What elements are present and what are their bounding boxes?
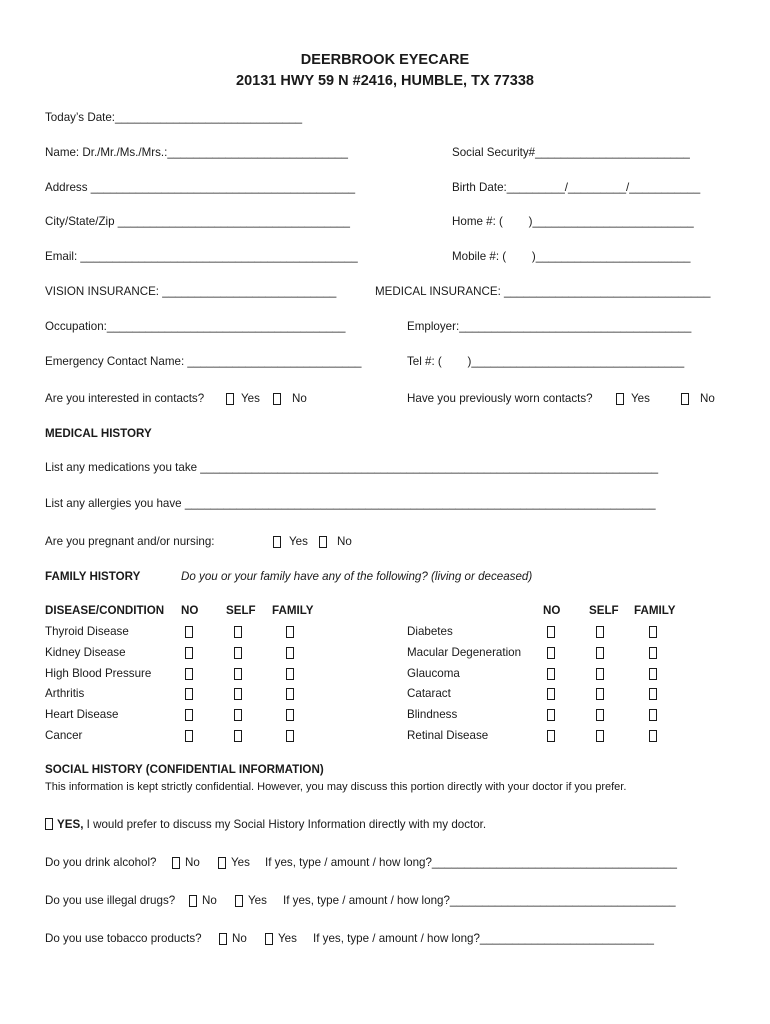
condition-label: Macular Degeneration (407, 646, 522, 659)
condition-family-checkbox[interactable] (649, 626, 657, 638)
condition-no-checkbox[interactable] (547, 730, 555, 742)
mobile-phone-field[interactable]: Mobile #: ( )________________________ (452, 250, 691, 263)
condition-self-checkbox[interactable] (596, 688, 604, 700)
condition-self-checkbox[interactable] (596, 626, 604, 638)
condition-no-checkbox[interactable] (185, 709, 193, 721)
drugs-no-label: No (202, 894, 217, 907)
contacts-interest-no-checkbox[interactable] (273, 393, 281, 405)
condition-self-checkbox[interactable] (596, 730, 604, 742)
condition-no-checkbox[interactable] (547, 668, 555, 680)
email-field[interactable]: Email: ___________________________________________ (45, 250, 358, 263)
family-history-prompt: Do you or your family have any of the following? (living or deceased) (181, 570, 533, 583)
allergies-field[interactable]: List any allergies you have _________________________________________________________________________ (45, 497, 656, 510)
tobacco-yes-label: Yes (278, 932, 297, 945)
alcohol-question: Do you drink alcohol? (45, 856, 157, 869)
discuss-with-doctor-option[interactable] (45, 818, 486, 832)
condition-label: Blindness (407, 708, 458, 721)
condition-family-checkbox[interactable] (286, 730, 294, 742)
alcohol-no-label: No (185, 856, 200, 869)
condition-no-checkbox[interactable] (547, 709, 555, 721)
practice-address: 20131 HWY 59 N #2416, HUMBLE, TX 77338 (236, 73, 534, 89)
birth-date-field[interactable]: Birth Date:_________/_________/___________ (452, 181, 701, 194)
condition-no-checkbox[interactable] (185, 668, 193, 680)
drugs-yes-label: Yes (248, 894, 267, 907)
tobacco-no-label: No (232, 932, 247, 945)
discuss-with-doctor-checkbox[interactable] (45, 818, 53, 830)
condition-self-checkbox[interactable] (596, 668, 604, 680)
tobacco-followup-field[interactable]: If yes, type / amount / how long?___________________________ (313, 932, 655, 945)
condition-self-checkbox[interactable] (234, 647, 242, 659)
condition-self-checkbox[interactable] (596, 709, 604, 721)
col-family-header-left: FAMILY (272, 604, 314, 617)
drugs-question: Do you use illegal drugs? (45, 894, 176, 907)
vision-insurance-field[interactable]: VISION INSURANCE: ___________________________ (45, 285, 337, 298)
tobacco-yes-checkbox[interactable] (265, 933, 273, 945)
contacts-previous-yes-label: Yes (631, 392, 650, 405)
family-history-heading: FAMILY HISTORY (45, 570, 141, 583)
alcohol-followup-field[interactable]: If yes, type / amount / how long?______________________________________ (265, 856, 677, 869)
tobacco-question: Do you use tobacco products? (45, 932, 202, 945)
contacts-interest-yes-label: Yes (241, 392, 260, 405)
drugs-yes-checkbox[interactable] (235, 895, 243, 907)
alcohol-yes-checkbox[interactable] (218, 857, 226, 869)
condition-family-checkbox[interactable] (286, 688, 294, 700)
todays-date-field[interactable]: Today’s Date:_____________________________ (45, 111, 303, 124)
alcohol-yes-label: Yes (231, 856, 250, 869)
condition-no-checkbox[interactable] (547, 626, 555, 638)
contacts-previous-no-label: No (700, 392, 715, 405)
tel-field[interactable]: Tel #: ( )_________________________________ (407, 355, 685, 368)
city-state-zip-field[interactable]: City/State/Zip ____________________________________ (45, 215, 350, 228)
address-field[interactable]: Address _________________________________________ (45, 181, 356, 194)
col-disease-header: DISEASE/CONDITION (45, 604, 165, 617)
condition-label: Kidney Disease (45, 646, 126, 659)
discuss-yes-label: YES, (57, 818, 84, 831)
condition-family-checkbox[interactable] (286, 668, 294, 680)
condition-self-checkbox[interactable] (234, 626, 242, 638)
condition-family-checkbox[interactable] (286, 647, 294, 659)
condition-self-checkbox[interactable] (596, 647, 604, 659)
condition-family-checkbox[interactable] (649, 668, 657, 680)
pregnant-yes-checkbox[interactable] (273, 536, 281, 548)
contacts-interest-question: Are you interested in contacts? (45, 392, 205, 405)
occupation-field[interactable]: Occupation:_____________________________________ (45, 320, 346, 333)
condition-family-checkbox[interactable] (649, 730, 657, 742)
drugs-followup-field[interactable]: If yes, type / amount / how long?___________________________________ (283, 894, 676, 907)
condition-label: Glaucoma (407, 667, 460, 680)
employer-field[interactable]: Employer:____________________________________ (407, 320, 692, 333)
condition-family-checkbox[interactable] (649, 688, 657, 700)
col-self-header-left: SELF (226, 604, 256, 617)
medical-history-heading: MEDICAL HISTORY (45, 427, 152, 440)
condition-label: Cataract (407, 687, 451, 700)
contacts-previous-yes-checkbox[interactable] (616, 393, 624, 405)
condition-self-checkbox[interactable] (234, 730, 242, 742)
condition-label: Heart Disease (45, 708, 119, 721)
contacts-previous-question: Have you previously worn contacts? (407, 392, 593, 405)
medical-insurance-field[interactable]: MEDICAL INSURANCE: ________________________________ (375, 285, 711, 298)
condition-no-checkbox[interactable] (185, 647, 193, 659)
social-history-note: This information is kept strictly confidential. However, you may discuss this portion directly with your doctor if you prefer. (45, 781, 627, 793)
pregnant-no-label: No (337, 535, 352, 548)
pregnant-yes-label: Yes (289, 535, 308, 548)
condition-family-checkbox[interactable] (286, 709, 294, 721)
condition-label: Diabetes (407, 625, 453, 638)
condition-no-checkbox[interactable] (547, 647, 555, 659)
condition-no-checkbox[interactable] (185, 688, 193, 700)
col-no-header-left: NO (181, 604, 199, 617)
social-history-heading: SOCIAL HISTORY (CONFIDENTIAL INFORMATION) (45, 763, 324, 776)
condition-self-checkbox[interactable] (234, 668, 242, 680)
col-self-header-right: SELF (589, 604, 619, 617)
discuss-text: I would prefer to discuss my Social History Information directly with my doctor. (83, 818, 487, 831)
alcohol-no-checkbox[interactable] (172, 857, 180, 869)
medications-field[interactable]: List any medications you take _______________________________________________________________________ (45, 461, 659, 474)
condition-no-checkbox[interactable] (547, 688, 555, 700)
tobacco-no-checkbox[interactable] (219, 933, 227, 945)
condition-family-checkbox[interactable] (649, 709, 657, 721)
condition-label: Retinal Disease (407, 729, 489, 742)
condition-label: Thyroid Disease (45, 625, 129, 638)
col-family-header-right: FAMILY (634, 604, 676, 617)
contacts-interest-yes-checkbox[interactable] (226, 393, 234, 405)
condition-self-checkbox[interactable] (234, 709, 242, 721)
contacts-interest-no-label: No (292, 392, 307, 405)
drugs-no-checkbox[interactable] (189, 895, 197, 907)
condition-label: Cancer (45, 729, 83, 742)
condition-self-checkbox[interactable] (234, 688, 242, 700)
condition-family-checkbox[interactable] (286, 626, 294, 638)
condition-label: Arthritis (45, 687, 85, 700)
condition-no-checkbox[interactable] (185, 730, 193, 742)
condition-label: High Blood Pressure (45, 667, 152, 680)
col-no-header-right: NO (543, 604, 561, 617)
condition-family-checkbox[interactable] (649, 647, 657, 659)
condition-no-checkbox[interactable] (185, 626, 193, 638)
home-phone-field[interactable]: Home #: ( )_________________________ (452, 215, 694, 228)
ssn-field[interactable]: Social Security#________________________ (452, 146, 690, 159)
name-field[interactable]: Name: Dr./Mr./Ms./Mrs.:____________________________ (45, 146, 348, 159)
emergency-contact-field[interactable]: Emergency Contact Name: ___________________________ (45, 355, 362, 368)
pregnant-no-checkbox[interactable] (319, 536, 327, 548)
practice-name: DEERBROOK EYECARE (300, 52, 470, 68)
contacts-previous-no-checkbox[interactable] (681, 393, 689, 405)
pregnant-question: Are you pregnant and/or nursing: (45, 535, 215, 548)
